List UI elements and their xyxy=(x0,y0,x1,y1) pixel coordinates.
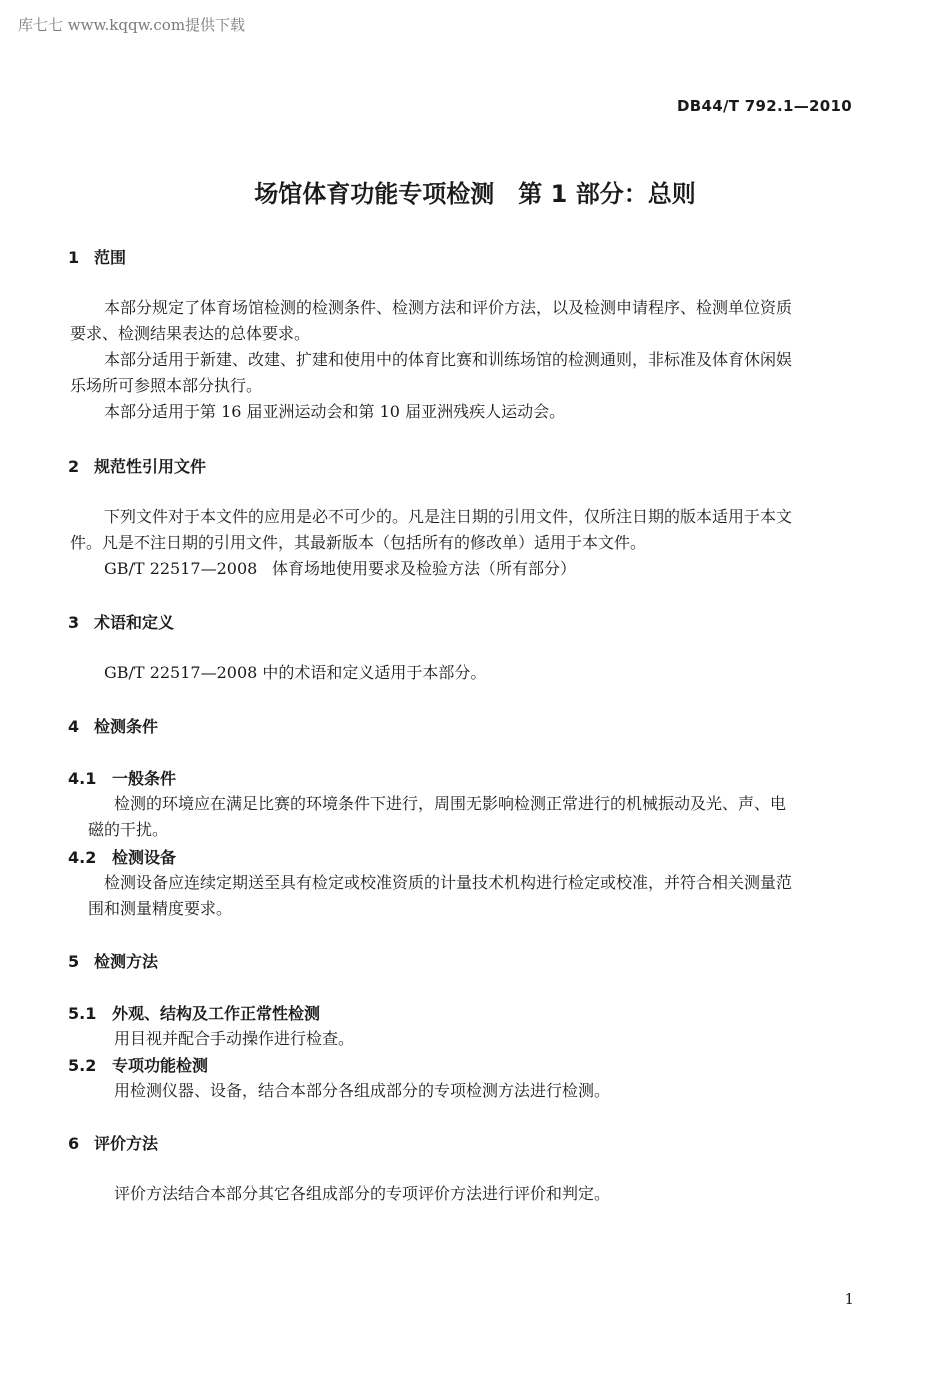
subsection-number: 4.2 xyxy=(68,848,97,867)
reference-code: GB/T 22517—2008 xyxy=(104,559,258,578)
section-number: 1 xyxy=(68,248,80,267)
section-number: 4 xyxy=(68,717,80,736)
section-number: 6 xyxy=(68,1134,80,1153)
subsection-title: 专项功能检测 xyxy=(112,1056,209,1075)
paragraph-line: GB/T 22517—2008 中的术语和定义适用于本部分。 xyxy=(104,663,487,682)
subsection-number: 5.2 xyxy=(68,1056,97,1075)
subsection-5-1-heading xyxy=(68,1001,320,1024)
paragraph-line: 本部分规定了体育场馆检测的检测条件、检测方法和评价方法，以及检测申请程序、检测单位资质 xyxy=(104,298,793,317)
section-2-heading xyxy=(68,454,206,477)
paragraph-line: 本部分适用于第 16 届亚洲运动会和第 10 届亚洲残疾人运动会。 xyxy=(104,402,566,421)
subsection-title: 一般条件 xyxy=(112,769,177,788)
paragraph-line: 磁的干扰。 xyxy=(88,820,169,839)
section-3-heading xyxy=(68,610,174,633)
section-title: 术语和定义 xyxy=(94,613,175,632)
subsection-title: 检测设备 xyxy=(112,848,177,867)
document-id: DB44/T 792.1—2010 xyxy=(677,97,852,115)
page-number: 1 xyxy=(844,1290,854,1308)
subsection-5-2-heading xyxy=(68,1053,208,1076)
paragraph-line: 检测设备应连续定期送至具有检定或校准资质的计量技术机构进行检定或校准，并符合相关测量范 xyxy=(104,873,793,892)
paragraph-line: 检测的环境应在满足比赛的环境条件下进行，周围无影响检测正常进行的机械振动及光、声、电 xyxy=(114,794,787,813)
subsection-4-2-heading xyxy=(68,845,176,868)
paragraph-line: 用检测仪器、设备，结合本部分各组成部分的专项检测方法进行检测。 xyxy=(114,1081,611,1100)
section-title: 检测方法 xyxy=(94,952,159,971)
section-number: 2 xyxy=(68,457,80,476)
section-5-heading xyxy=(68,949,158,972)
paragraph-line: 本部分适用于新建、改建、扩建和使用中的体育比赛和训练场馆的检测通则，非标准及体育休闲娱 xyxy=(104,350,793,369)
section-number: 3 xyxy=(68,613,80,632)
section-title: 范围 xyxy=(94,248,127,267)
subsection-title: 外观、结构及工作正常性检测 xyxy=(112,1004,321,1023)
paragraph-line: 用目视并配合手动操作进行检查。 xyxy=(114,1029,355,1048)
reference-title: 体育场地使用要求及检验方法（所有部分） xyxy=(272,559,577,578)
subsection-4-1-heading xyxy=(68,766,176,789)
section-number: 5 xyxy=(68,952,80,971)
paragraph-line: 下列文件对于本文件的应用是必不可少的。凡是注日期的引用文件，仅所注日期的版本适用于本文 xyxy=(104,507,793,526)
section-title: 规范性引用文件 xyxy=(94,457,207,476)
section-1-heading xyxy=(68,245,126,268)
subsection-number: 5.1 xyxy=(68,1004,97,1023)
page-title: 场馆体育功能专项检测 第 1 部分：总则 xyxy=(254,180,696,208)
section-4-heading xyxy=(68,714,158,737)
subsection-number: 4.1 xyxy=(68,769,97,788)
section-title: 评价方法 xyxy=(94,1134,159,1153)
paragraph-line: 围和测量精度要求。 xyxy=(88,899,233,918)
paragraph-line: 要求、检测结果表达的总体要求。 xyxy=(70,324,311,343)
paragraph-line: 件。凡是不注日期的引用文件，其最新版本（包括所有的修改单）适用于本文件。 xyxy=(70,533,647,552)
section-6-heading xyxy=(68,1131,158,1154)
watermark: 库七七 www.kqqw.com提供下载 xyxy=(18,16,246,34)
section-title: 检测条件 xyxy=(94,717,159,736)
paragraph-line: 评价方法结合本部分其它各组成部分的专项评价方法进行评价和判定。 xyxy=(114,1184,611,1203)
paragraph-line: 乐场所可参照本部分执行。 xyxy=(70,376,263,395)
